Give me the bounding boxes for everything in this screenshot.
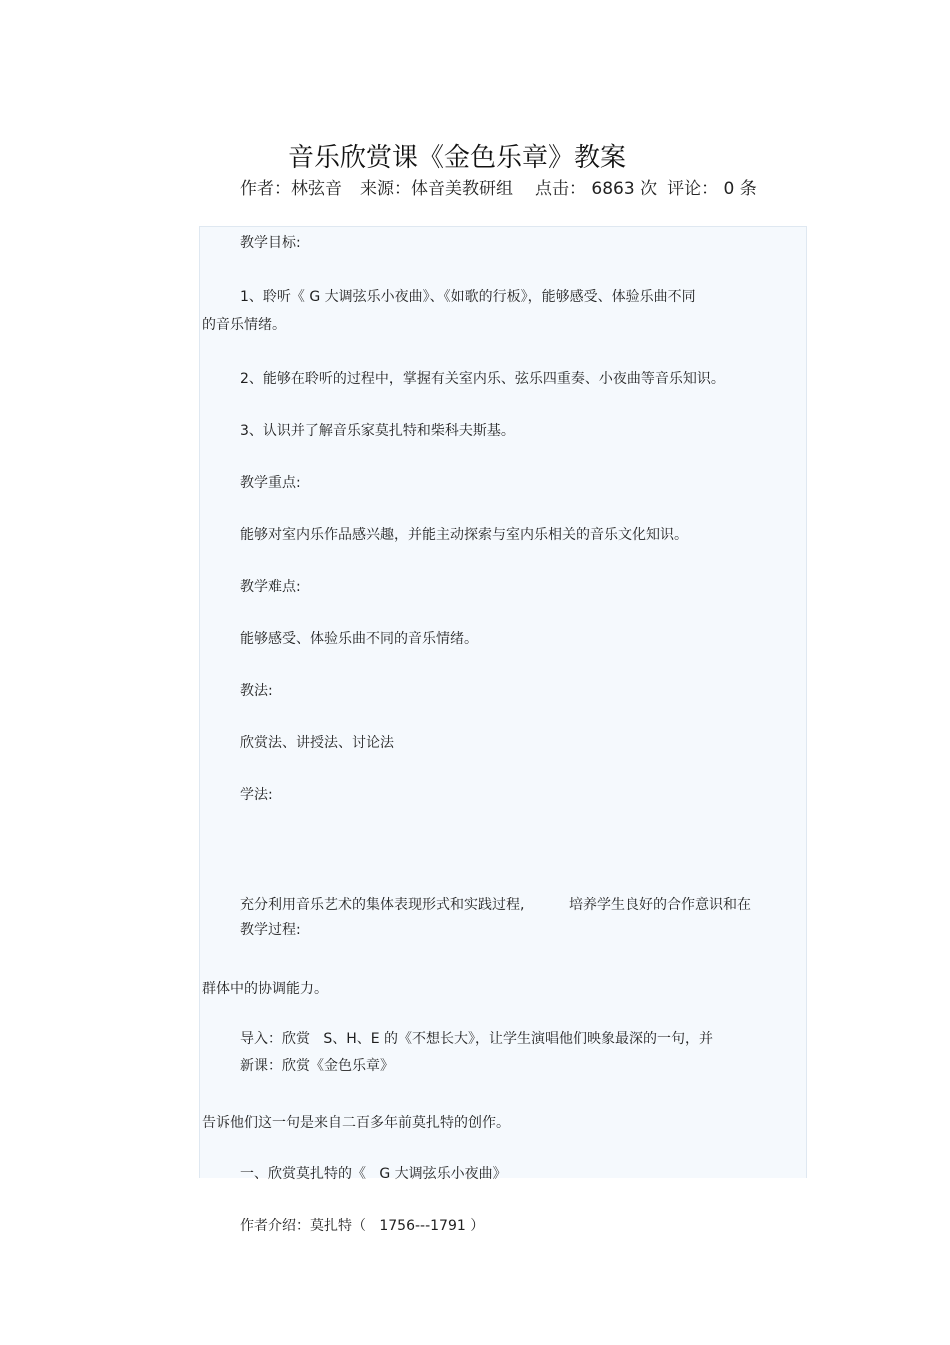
paragraph-text: 3、认识并了解音乐家莫扎特和柴科夫斯基。 <box>240 423 515 439</box>
paragraph <box>200 283 808 339</box>
paragraph <box>200 729 808 757</box>
source-label: 来源：体音美教研组 <box>360 179 513 199</box>
paragraph <box>200 1156 808 1296</box>
article-body <box>199 226 807 1234</box>
paragraph <box>200 365 808 393</box>
comment-count: 评论： 0 条 <box>667 179 757 199</box>
paragraph-text: 作者介绍：莫扎特（ 1756---1791 ） <box>240 1218 485 1234</box>
paragraph-text: 2、能够在聆听的过程中，掌握有关室内乐、弦乐四重奏、小夜曲等音乐知识。 <box>240 371 725 387</box>
paragraph-text: 充分利用音乐艺术的集体表现形式和实践过程, 培养学生良好的合作意识和在 <box>240 897 751 913</box>
paragraph <box>200 521 808 549</box>
paragraph <box>200 916 808 944</box>
paragraph-text: 1、聆听《 G 大调弦乐小夜曲》、《如歌的行板》，能够感受、体验乐曲不同 <box>240 289 696 305</box>
paragraph-text: 教学难点: <box>240 579 301 595</box>
paragraph-text: 教学过程: <box>240 922 301 938</box>
paragraph-continuation: 的音乐情绪。 <box>202 317 286 333</box>
paragraph <box>200 573 808 601</box>
paragraph <box>200 1052 808 1080</box>
paragraph-continuation: 群体中的协调能力。 <box>202 981 328 997</box>
paragraph-text: 教法: <box>240 683 273 699</box>
paragraph <box>200 417 808 445</box>
article-meta <box>240 176 757 202</box>
document-title: 音乐欣赏课《金色乐章》教案 <box>288 143 627 173</box>
paragraph <box>200 677 808 705</box>
paragraph-text: 导入：欣赏 S、H、E 的《不想长大》，让学生演唱他们映象最深的一句，并 <box>240 1031 714 1047</box>
paragraph-text: 能够感受、体验乐曲不同的音乐情绪。 <box>240 631 478 647</box>
paragraph <box>200 229 808 257</box>
paragraph-text: 新课：欣赏《金色乐章》 <box>240 1058 394 1074</box>
paragraph-text: 教学目标: <box>240 235 301 251</box>
paragraph-continuation: 告诉他们这一句是来自二百多年前莫扎特的创作。 <box>202 1115 510 1131</box>
paragraph <box>200 625 808 653</box>
paragraph-text: 一、欣赏莫扎特的《 G 大调弦乐小夜曲》 <box>240 1166 507 1182</box>
paragraph-text: 欣赏法、讲授法、讨论法 <box>240 735 394 751</box>
paragraph <box>200 469 808 497</box>
author-label: 作者：林弦音 <box>240 179 342 199</box>
paragraph <box>200 781 808 809</box>
click-count: 点击： 6863 次 <box>535 179 658 199</box>
paragraph-text: 教学重点: <box>240 475 301 491</box>
paragraph-text: 能够对室内乐作品感兴趣，并能主动探索与室内乐相关的音乐文化知识。 <box>240 527 688 543</box>
paragraph-text: 学法: <box>240 787 273 803</box>
